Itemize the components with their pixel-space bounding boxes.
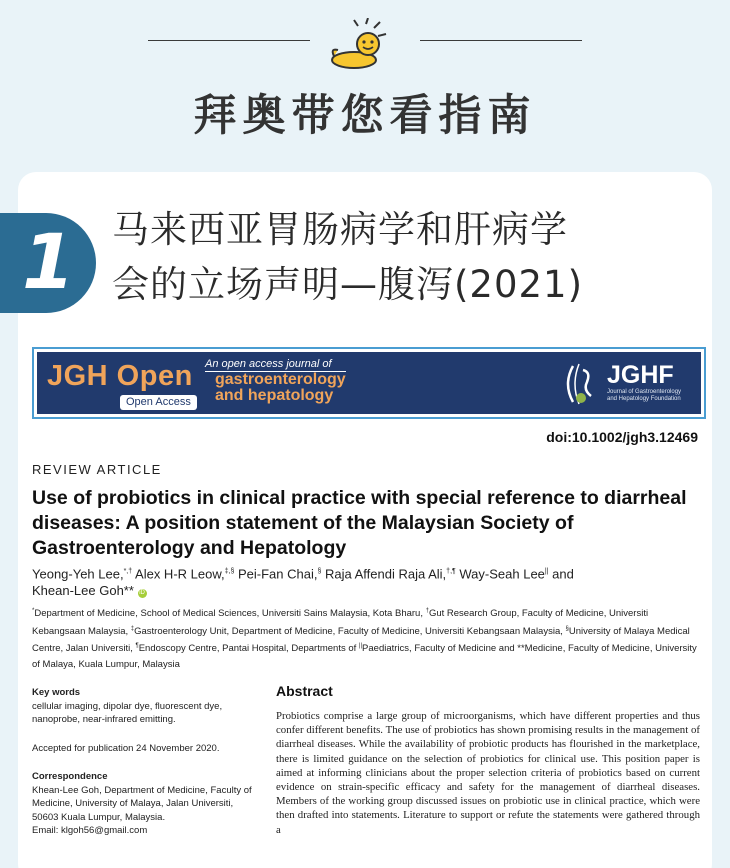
affil-3-sup: ‡ [130, 625, 135, 632]
journal-description [205, 358, 346, 404]
affil-1-sup: * [32, 608, 35, 614]
page-title: 拜奥带您看指南 [193, 91, 537, 141]
affiliations [32, 604, 702, 672]
guide-number: 1 [22, 217, 75, 306]
author-1-sup: *,† [123, 568, 133, 575]
affil-6-sup: || [358, 643, 363, 650]
affil-2-sup: † [425, 608, 429, 614]
author-4: Raja Affendi Raja Ali, [321, 566, 447, 582]
divider-left [148, 40, 310, 41]
header-decoration [0, 0, 730, 78]
journal-desc-line1: gastroenterology [215, 371, 346, 388]
article-title: Use of probiotics in clinical practice with special reference to diarrheal diseases: A position statement of the Malaysian Society of Gastroenterology and Hepatology [32, 487, 687, 559]
author-3: Pei-Fan Chai, [234, 566, 318, 582]
jghf-logo-icon [557, 360, 605, 408]
journal-desc-small: An open access journal of [205, 358, 346, 372]
guide-title-line2: 会的立场声明—腹泻(2021) [112, 263, 584, 306]
guide-title-line1: 马来西亚胃肠病学和肝病学 [112, 208, 568, 251]
journal-banner [32, 347, 706, 419]
open-access-label: Open Access [120, 395, 197, 410]
author-5: Way-Seah Lee [455, 566, 545, 582]
foundation-abbr: JGHF [607, 361, 674, 389]
journal-desc-line2: and hepatology [215, 387, 334, 404]
orcid-icon[interactable]: iD [139, 590, 145, 597]
foundation-line2: and Hepatology Foundation [607, 396, 681, 402]
author-4-sup: †,¶ [446, 568, 456, 575]
author-3-sup: § [317, 568, 322, 575]
correspondence: Khean-Lee Goh, Department of Medicine, Faculty of Medicine, University of Malaya, Jalan Universiti, 50603 Kuala Lumpur, Malaysia. [32, 784, 252, 823]
author-6: Khean-Lee Goh** [32, 583, 134, 599]
accepted-date: Accepted for publication 24 November 2020. [32, 742, 220, 754]
foundation-line1: Journal of Gastroenterology [607, 389, 682, 395]
correspondence-heading: Correspondence [32, 771, 108, 782]
abstract-text: Probiotics comprise a large group of microorganisms, which have different properties and thus confer different benefits. The use of probiotics has shown promising results in the management of diarrheal diseases. While the availability of probiotic products has flourished in the marketplace, there is limited guidance on the selection of probiotics for clinical use. This position paper is aimed at informing clinicians about the proper selection criteria of probiotics based on current evidence on strain-specific efficacy and safety for the management of diarrheal diseases. Members of the working group discussed issues on probiotic use in clinical practice, which were then drafted into statements. Literature to support or refute the statements were gathered through a [276, 710, 700, 836]
article-type: REVIEW ARTICLE [32, 462, 162, 477]
affil-5-sup: ¶ [135, 643, 139, 650]
guide-number-badge [0, 213, 96, 313]
affil-5: Endoscopy Centre, Pantai Hospital, Departments of [138, 643, 359, 655]
author-2: Alex H-R Leow, [132, 566, 225, 582]
author-1: Yeong-Yeh Lee, [32, 566, 124, 582]
abstract-heading: Abstract [276, 683, 333, 699]
affil-3: Gastroenterology Unit, Department of Medicine, Faculty of Medicine, Universiti Kebangsaan Malaysia, [134, 625, 566, 637]
author-2-sup: ‡,§ [224, 568, 235, 575]
article-sidebar [32, 686, 252, 838]
affil-4-sup: § [565, 625, 569, 632]
mascot-icon [326, 18, 390, 72]
author-list [32, 563, 692, 599]
affil-2: Gut Research Group, Faculty of Medicine, Universiti Kebangsaan Malaysia, [32, 608, 649, 637]
affil-6: Paediatrics, Faculty of Medicine and **Medicine, Faculty of Medicine, University of Malaya, Kuala Lumpur, Malaysia [32, 643, 697, 670]
key-words: cellular imaging, dipolar dye, fluorescent dye, nanoprobe, near-infrared emitting. [32, 700, 223, 725]
guide-title [112, 202, 692, 312]
author-5-sup: || [544, 568, 549, 575]
affil-1: Department of Medicine, School of Medical Sciences, Universiti Sains Malaysia, Kota Bharu, [34, 608, 426, 620]
key-words-heading: Key words [32, 687, 81, 698]
journal-banner-inner [37, 352, 701, 414]
foundation-text [607, 362, 681, 403]
divider-right [420, 40, 582, 41]
journal-name: JGH Open [47, 360, 193, 392]
author-5-tail: and [548, 566, 574, 582]
correspondence-email[interactable]: Email: klgoh56@gmail.com [32, 825, 148, 836]
affil-4: University of Malaya Medical Centre, Jalan Universiti, [32, 625, 690, 655]
doi: doi:10.1002/jgh3.12469 [546, 429, 698, 445]
